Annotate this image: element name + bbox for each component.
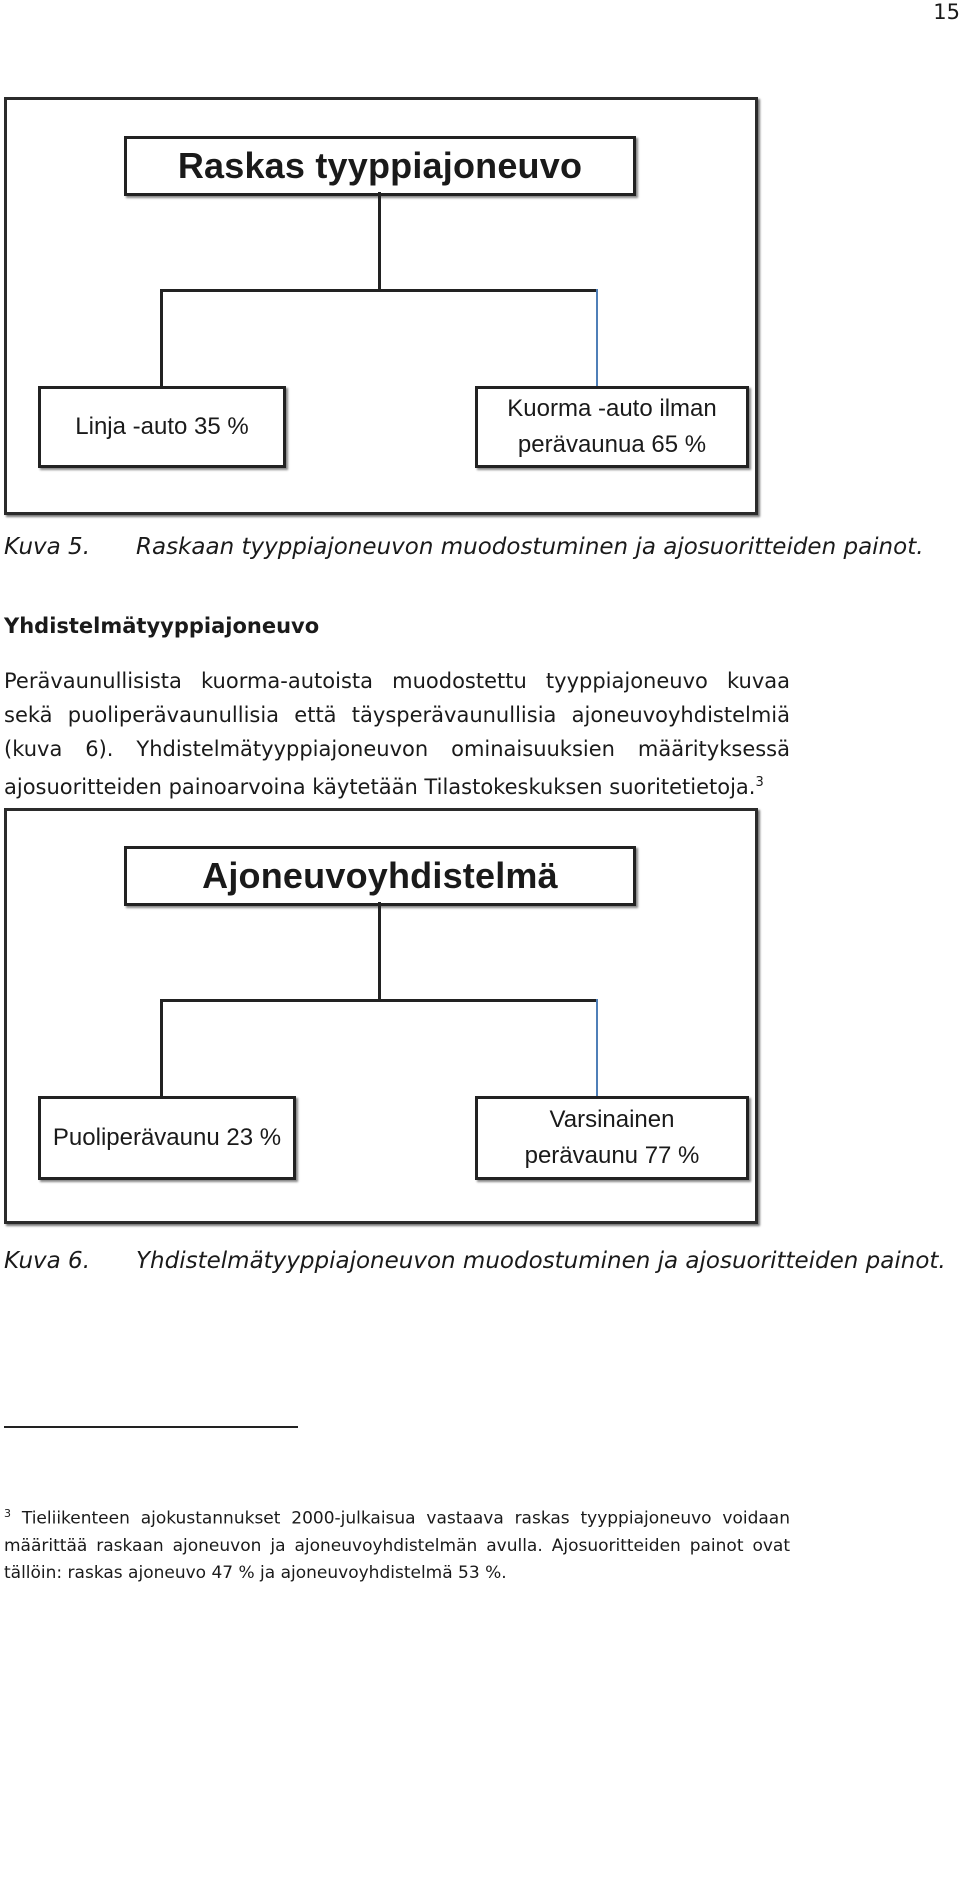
figure-6-connector-bar — [160, 999, 597, 1002]
figure-6-left-box — [38, 1096, 296, 1180]
footnote-text: Tieliikenteen ajokustannukset 2000-julkaisua vastaava raskas tyyppiajoneuvo voidaan määrittää raskaan ajoneuvon ja ajoneuvoyhdistelmän avulla. Ajosuoritteiden painot ovat tällöin: raskas ajoneuvo 47 % ja ajoneuvoyhdistelmä 53 %. — [4, 1508, 790, 1583]
figure-5-left-label: Linja -auto 35 % — [75, 413, 249, 440]
figure-6-right-label: Varsinainen perävaunu 77 % — [524, 1106, 700, 1169]
footnote-marker: 3 — [4, 1507, 11, 1520]
figure-5-title-box — [124, 136, 636, 196]
figure-6-caption-text: Yhdistelmätyyppiajoneuvon muodostuminen ja ajosuoritteiden painot. — [136, 1248, 946, 1274]
figure-6-connector-trunk — [378, 902, 381, 1000]
figure-6-connector-right — [596, 999, 598, 1096]
figure-6-connector-left — [160, 999, 163, 1096]
figure-5-right-box — [475, 386, 749, 468]
figure-6-title-box — [124, 846, 636, 906]
figure-6-right-box — [475, 1096, 749, 1180]
figure-5-connector-trunk — [378, 192, 381, 290]
figure-6-left-label: Puoliperävaunu 23 % — [52, 1124, 282, 1151]
section-paragraph — [4, 664, 790, 804]
section-paragraph-text: Perävaunullisista kuorma-autoista muodostettu tyyppiajoneuvo kuvaa sekä puoliperävaunullisia että täysperävaunullisia ajoneuvoyhdistelmiä (kuva 6). Yhdistelmätyyppiajoneuvon ominaisuuksien määrityksessä ajosuoritteiden painoarvoina käytetään Tilastokeskuksen suoritetietoja. — [4, 669, 790, 799]
figure-5-left-box — [38, 386, 286, 468]
figure-5-caption-text: Raskaan tyyppiajoneuvon muodostuminen ja ajosuoritteiden painot. — [136, 534, 924, 560]
figure-6-title: Ajoneuvoyhdistelmä — [202, 855, 558, 896]
figure-5-right-label: Kuorma -auto ilman perävaunua 65 % — [507, 395, 717, 458]
footnote-reference: 3 — [755, 775, 764, 790]
figure-5-connector-bar — [160, 289, 597, 292]
section-heading: Yhdistelmätyyppiajoneuvo — [4, 614, 320, 638]
footnote — [4, 1500, 790, 1587]
footnote-separator — [4, 1426, 298, 1428]
figure-5-connector-left — [160, 289, 163, 386]
figure-6-caption-label: Kuva 6. — [4, 1248, 91, 1274]
page-number: 15 — [933, 0, 960, 24]
figure-5-connector-right — [596, 289, 598, 386]
figure-5-title: Raskas tyyppiajoneuvo — [177, 145, 583, 186]
figure-5-caption-label: Kuva 5. — [4, 534, 91, 560]
